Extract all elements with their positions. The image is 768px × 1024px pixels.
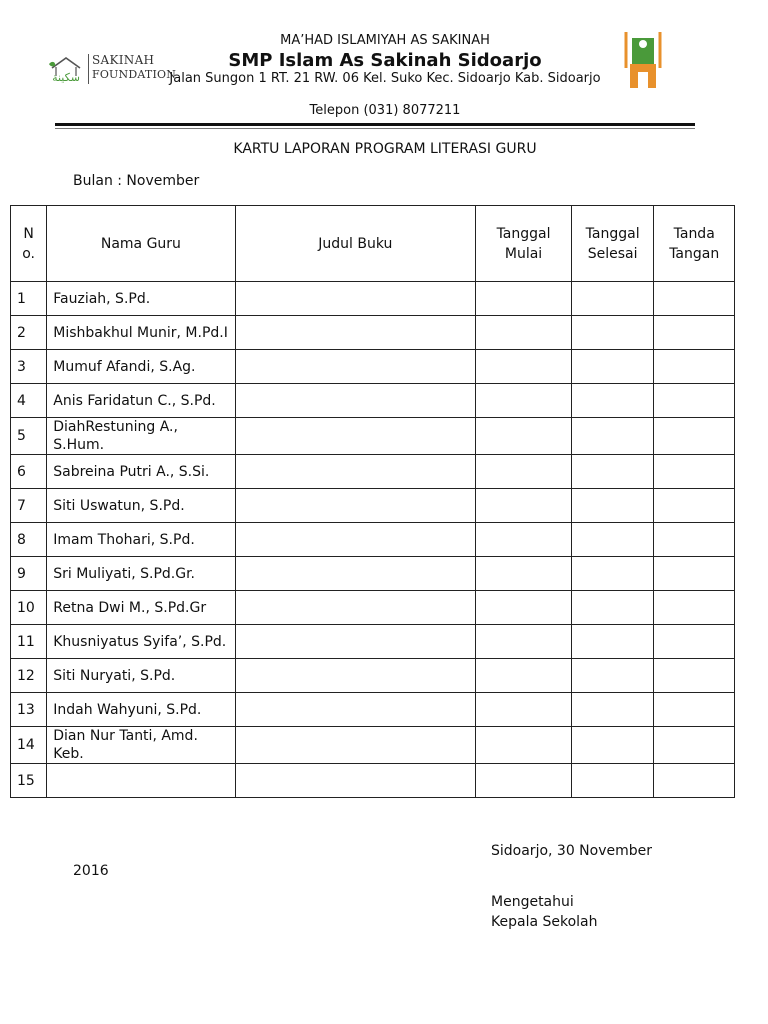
teacher-name: Dian Nur Tanti, Amd. Keb. (47, 727, 235, 764)
end-date-cell (571, 489, 654, 523)
row-number: 12 (11, 659, 47, 693)
header-tanggal-mulai: Tanggal Mulai (476, 206, 572, 282)
book-title-cell (235, 693, 476, 727)
end-date-cell (571, 316, 654, 350)
start-date-cell (476, 523, 572, 557)
school-emblem-icon (618, 28, 668, 90)
school-name: SMP Islam As Sakinah Sidoarjo (228, 50, 542, 71)
book-title-cell (235, 764, 476, 798)
teacher-name: Mumuf Afandi, S.Ag. (47, 350, 235, 384)
signature-cell (654, 557, 735, 591)
end-date-cell (571, 625, 654, 659)
book-title-cell (235, 282, 476, 316)
book-title-cell (235, 727, 476, 764)
signature-year: 2016 (73, 863, 109, 879)
signature-place-date: Sidoarjo, 30 November (491, 843, 653, 859)
header-tanda-tangan: Tanda Tangan (654, 206, 735, 282)
row-number: 3 (11, 350, 47, 384)
school-address: Jalan Sungon 1 RT. 21 RW. 06 Kel. Suko Kec. Sidoarjo Kab. Sidoarjo (169, 71, 601, 86)
row-number: 9 (11, 557, 47, 591)
book-title-cell (235, 384, 476, 418)
row-number: 1 (11, 282, 47, 316)
signature-role: Kepala Sekolah (491, 914, 598, 930)
start-date-cell (476, 693, 572, 727)
end-date-cell (571, 659, 654, 693)
teacher-name: Fauziah, S.Pd. (47, 282, 235, 316)
end-date-cell (571, 418, 654, 455)
row-number: 13 (11, 693, 47, 727)
header-no: N o. (11, 206, 47, 282)
book-title-cell (235, 625, 476, 659)
start-date-cell (476, 350, 572, 384)
book-title-cell (235, 455, 476, 489)
signature-cell (654, 282, 735, 316)
table-row (11, 455, 735, 489)
row-number: 7 (11, 489, 47, 523)
table-row (11, 350, 735, 384)
row-number: 5 (11, 418, 47, 455)
teacher-name: Mishbakhul Munir, M.Pd.I (47, 316, 235, 350)
start-date-cell (476, 557, 572, 591)
table-row (11, 557, 735, 591)
row-number: 6 (11, 455, 47, 489)
start-date-cell (476, 625, 572, 659)
book-title-cell (235, 659, 476, 693)
table-row (11, 659, 735, 693)
end-date-cell (571, 557, 654, 591)
teacher-name (47, 764, 235, 798)
row-number: 4 (11, 384, 47, 418)
table-row (11, 489, 735, 523)
table-row (11, 625, 735, 659)
header-divider-thick (55, 123, 695, 126)
teacher-name: Anis Faridatun C., S.Pd. (47, 384, 235, 418)
org-name: MA’HAD ISLAMIYAH AS SAKINAH (280, 33, 490, 48)
end-date-cell (571, 455, 654, 489)
teacher-name: Sabreina Putri A., S.Si. (47, 455, 235, 489)
signature-cell (654, 591, 735, 625)
start-date-cell (476, 764, 572, 798)
book-title-cell (235, 489, 476, 523)
end-date-cell (571, 693, 654, 727)
signature-cell (654, 418, 735, 455)
month-label: Bulan : November (73, 173, 200, 189)
start-date-cell (476, 591, 572, 625)
teacher-name: Siti Nuryati, S.Pd. (47, 659, 235, 693)
signature-cell (654, 523, 735, 557)
start-date-cell (476, 659, 572, 693)
end-date-cell (571, 591, 654, 625)
house-leaf-icon (46, 54, 86, 84)
row-number: 2 (11, 316, 47, 350)
row-number: 8 (11, 523, 47, 557)
teacher-name: DiahRestuning A., S.Hum. (47, 418, 235, 455)
row-number: 11 (11, 625, 47, 659)
school-phone: Telepon (031) 8077211 (309, 103, 461, 118)
svg-text:سكينة: سكينة (52, 71, 80, 84)
signature-acknowledged: Mengetahui (491, 894, 574, 910)
signature-cell (654, 625, 735, 659)
teacher-literacy-table (10, 205, 735, 798)
document-title: KARTU LAPORAN PROGRAM LITERASI GURU (233, 141, 537, 157)
signature-cell (654, 727, 735, 764)
teacher-name: Sri Muliyati, S.Pd.Gr. (47, 557, 235, 591)
end-date-cell (571, 523, 654, 557)
table-row (11, 523, 735, 557)
table-row (11, 316, 735, 350)
table-row (11, 282, 735, 316)
header-nama-guru: Nama Guru (47, 206, 235, 282)
start-date-cell (476, 727, 572, 764)
table-row (11, 418, 735, 455)
end-date-cell (571, 764, 654, 798)
table-header-row (11, 206, 735, 282)
end-date-cell (571, 384, 654, 418)
header-judul-buku: Judul Buku (235, 206, 476, 282)
start-date-cell (476, 316, 572, 350)
header-tanggal-selesai: Tanggal Selesai (571, 206, 654, 282)
signature-cell (654, 659, 735, 693)
end-date-cell (571, 282, 654, 316)
teacher-name: Retna Dwi M., S.Pd.Gr (47, 591, 235, 625)
signature-cell (654, 489, 735, 523)
signature-cell (654, 693, 735, 727)
logo-brand-line1: SAKINAH (92, 53, 155, 67)
end-date-cell (571, 727, 654, 764)
signature-cell (654, 764, 735, 798)
start-date-cell (476, 418, 572, 455)
start-date-cell (476, 282, 572, 316)
book-title-cell (235, 418, 476, 455)
row-number: 10 (11, 591, 47, 625)
book-title-cell (235, 557, 476, 591)
teacher-name: Indah Wahyuni, S.Pd. (47, 693, 235, 727)
book-title-cell (235, 316, 476, 350)
school-emblem-logo (618, 28, 668, 90)
table-row (11, 727, 735, 764)
book-title-cell (235, 350, 476, 384)
book-title-cell (235, 591, 476, 625)
start-date-cell (476, 384, 572, 418)
row-number: 14 (11, 727, 47, 764)
end-date-cell (571, 350, 654, 384)
row-number: 15 (11, 764, 47, 798)
table-row (11, 591, 735, 625)
teacher-name: Imam Thohari, S.Pd. (47, 523, 235, 557)
signature-cell (654, 316, 735, 350)
table-row (11, 384, 735, 418)
table-row (11, 764, 735, 798)
teacher-name: Siti Uswatun, S.Pd. (47, 489, 235, 523)
table-body (11, 282, 735, 798)
start-date-cell (476, 489, 572, 523)
logo-brand-line2: FOUNDATION (92, 68, 177, 81)
header-divider-thin (55, 128, 695, 129)
start-date-cell (476, 455, 572, 489)
teacher-name: Khusniyatus Syifa’, S.Pd. (47, 625, 235, 659)
signature-cell (654, 384, 735, 418)
book-title-cell (235, 523, 476, 557)
table-row (11, 693, 735, 727)
signature-cell (654, 350, 735, 384)
signature-cell (654, 455, 735, 489)
